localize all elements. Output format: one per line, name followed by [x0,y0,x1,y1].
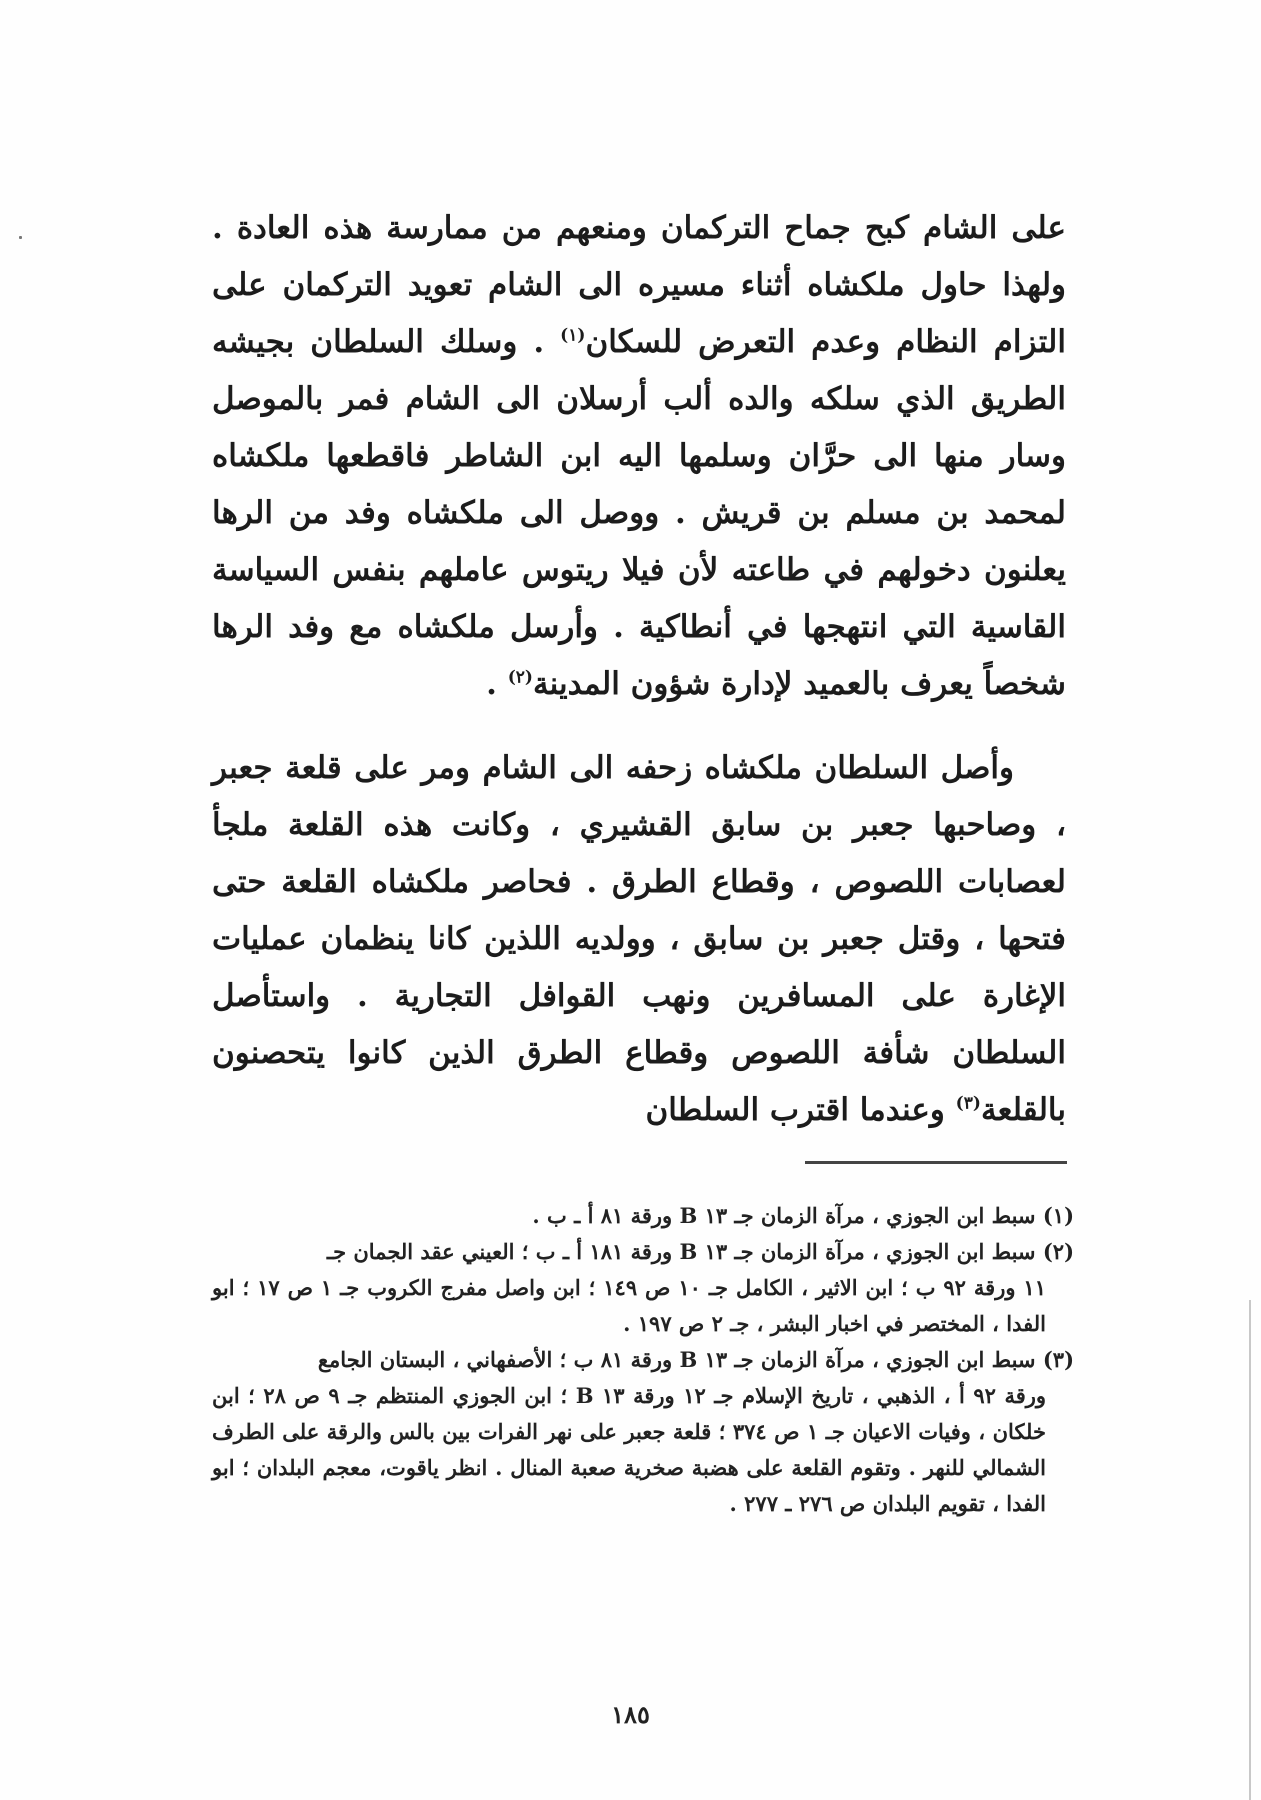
footnote-2-continuation: ١١ ورقة ٩٢ ب ؛ ابن الاثير ، الكامل جـ ١٠ ص ١٤٩ ؛ ابن واصل مفرج الكروب جـ ١ ص ١٧ ؛ ابو الفدا ، المختصر في اخبار البشر ، جـ ٢ ص ١٩٧ . [212,1275,1046,1336]
footnote-3-text: سبط ابن الجوزي ، مرآة الزمان جـ ١٣ B ورقة ٨١ ب ؛ الأصفهاني ، البستان الجامع [317,1347,1036,1372]
footnote-separator [805,1161,1067,1164]
body-paragraph-1 [212,200,1066,713]
footnote-3-number: (٣) [1042,1347,1074,1372]
body-paragraph-2 [212,740,1066,1139]
paragraph-1-text-continued: . وسلك السلطان بجيشه الطريق الذي سلكه والده ألب أرسلان الى الشام فمر بالموصل وسار منها الى حرَّان وسلمها اليه ابن الشاطر فاقطعها ملكشاه لمحمد بن مسلم بن قريش . ووصل الى ملكشاه وفد من الرها يعلنون دخولهم في طاعته لأن فيلا ريتوس عاملهم بنفس السياسة القاسية التي انتهجها في أنطاكية . وأرسل ملكشاه مع وفد الرها شخصاً يعرف بالعميد لإدارة شؤون المدينة [212,324,1066,702]
footnote-3-continuation: ورقة ٩٢ أ ، الذهبي ، تاريخ الإسلام جـ ١٢ ورقة ١٣ B ؛ ابن الجوزي المنتظم جـ ٩ ص ٢٨ ؛ ابن خلكان ، وفيات الاعيان جـ ١ ص ٣٧٤ ؛ قلعة جعبر على نهر الفرات بين بالس والرقة على الطرف الشمالي للنهر . وتقوم القلعة على هضبة صخرية صعبة المنال . انظر ياقوت، معجم البلدان ؛ ابو الفدا ، تقويم البلدان ص ٢٧٦ ـ ٢٧٧ . [212,1383,1047,1516]
footnote-1-text: سبط ابن الجوزي ، مرآة الزمان جـ ١٣ B ورقة ٨١ أ ـ ب . [532,1203,1036,1228]
footnote-ref-2[interactable]: (٢) [507,667,533,688]
footnote-ref-1[interactable]: (١) [560,325,586,346]
footnote-2 [212,1234,1074,1342]
paragraph-2-text: وأصل السلطان ملكشاه زحفه الى الشام ومر على قلعة جعبر ، وصاحبها جعبر بن سابق القشيري ، وكانت هذه القلعة ملجأ لعصابات اللصوص ، وقطاع الطرق . فحاصر ملكشاه القلعة حتى فتحها ، وقتل جعبر بن سابق ، وولديه اللذين كانا ينظمان عمليات الإغارة على المسافرين ونهب القوافل التجارية . واستأصل السلطان شأفة اللصوص وقطاع الطرق الذين كانوا يتحصنون بالقلعة [212,750,1066,1128]
footnote-2-number: (٢) [1042,1239,1074,1264]
page-number: ١٨٥ [611,1700,650,1729]
footnote-3 [212,1342,1074,1522]
paragraph-1-text: على الشام كبح جماح التركمان ومنعهم من ممارسة هذه العادة . ولهذا حاول ملكشاه أثناء مسيره الى الشام تعويد التركمان على التزام النظام وعدم التعرض للسكان [212,210,1066,360]
paragraph-1-end: . [486,666,508,702]
paragraph-2-text-continued: وعندما اقترب السلطان [645,1092,956,1128]
footnotes-section [212,1198,1074,1522]
footnote-1-number: (١) [1042,1203,1074,1228]
footnote-1 [212,1198,1074,1234]
scan-speck [19,236,22,239]
footnote-ref-3[interactable]: (٣) [955,1093,981,1114]
footnote-2-text: سبط ابن الجوزي ، مرآة الزمان جـ ١٣ B ورقة ١٨١ أ ـ ب ؛ العيني عقد الجمان جـ [326,1239,1036,1264]
